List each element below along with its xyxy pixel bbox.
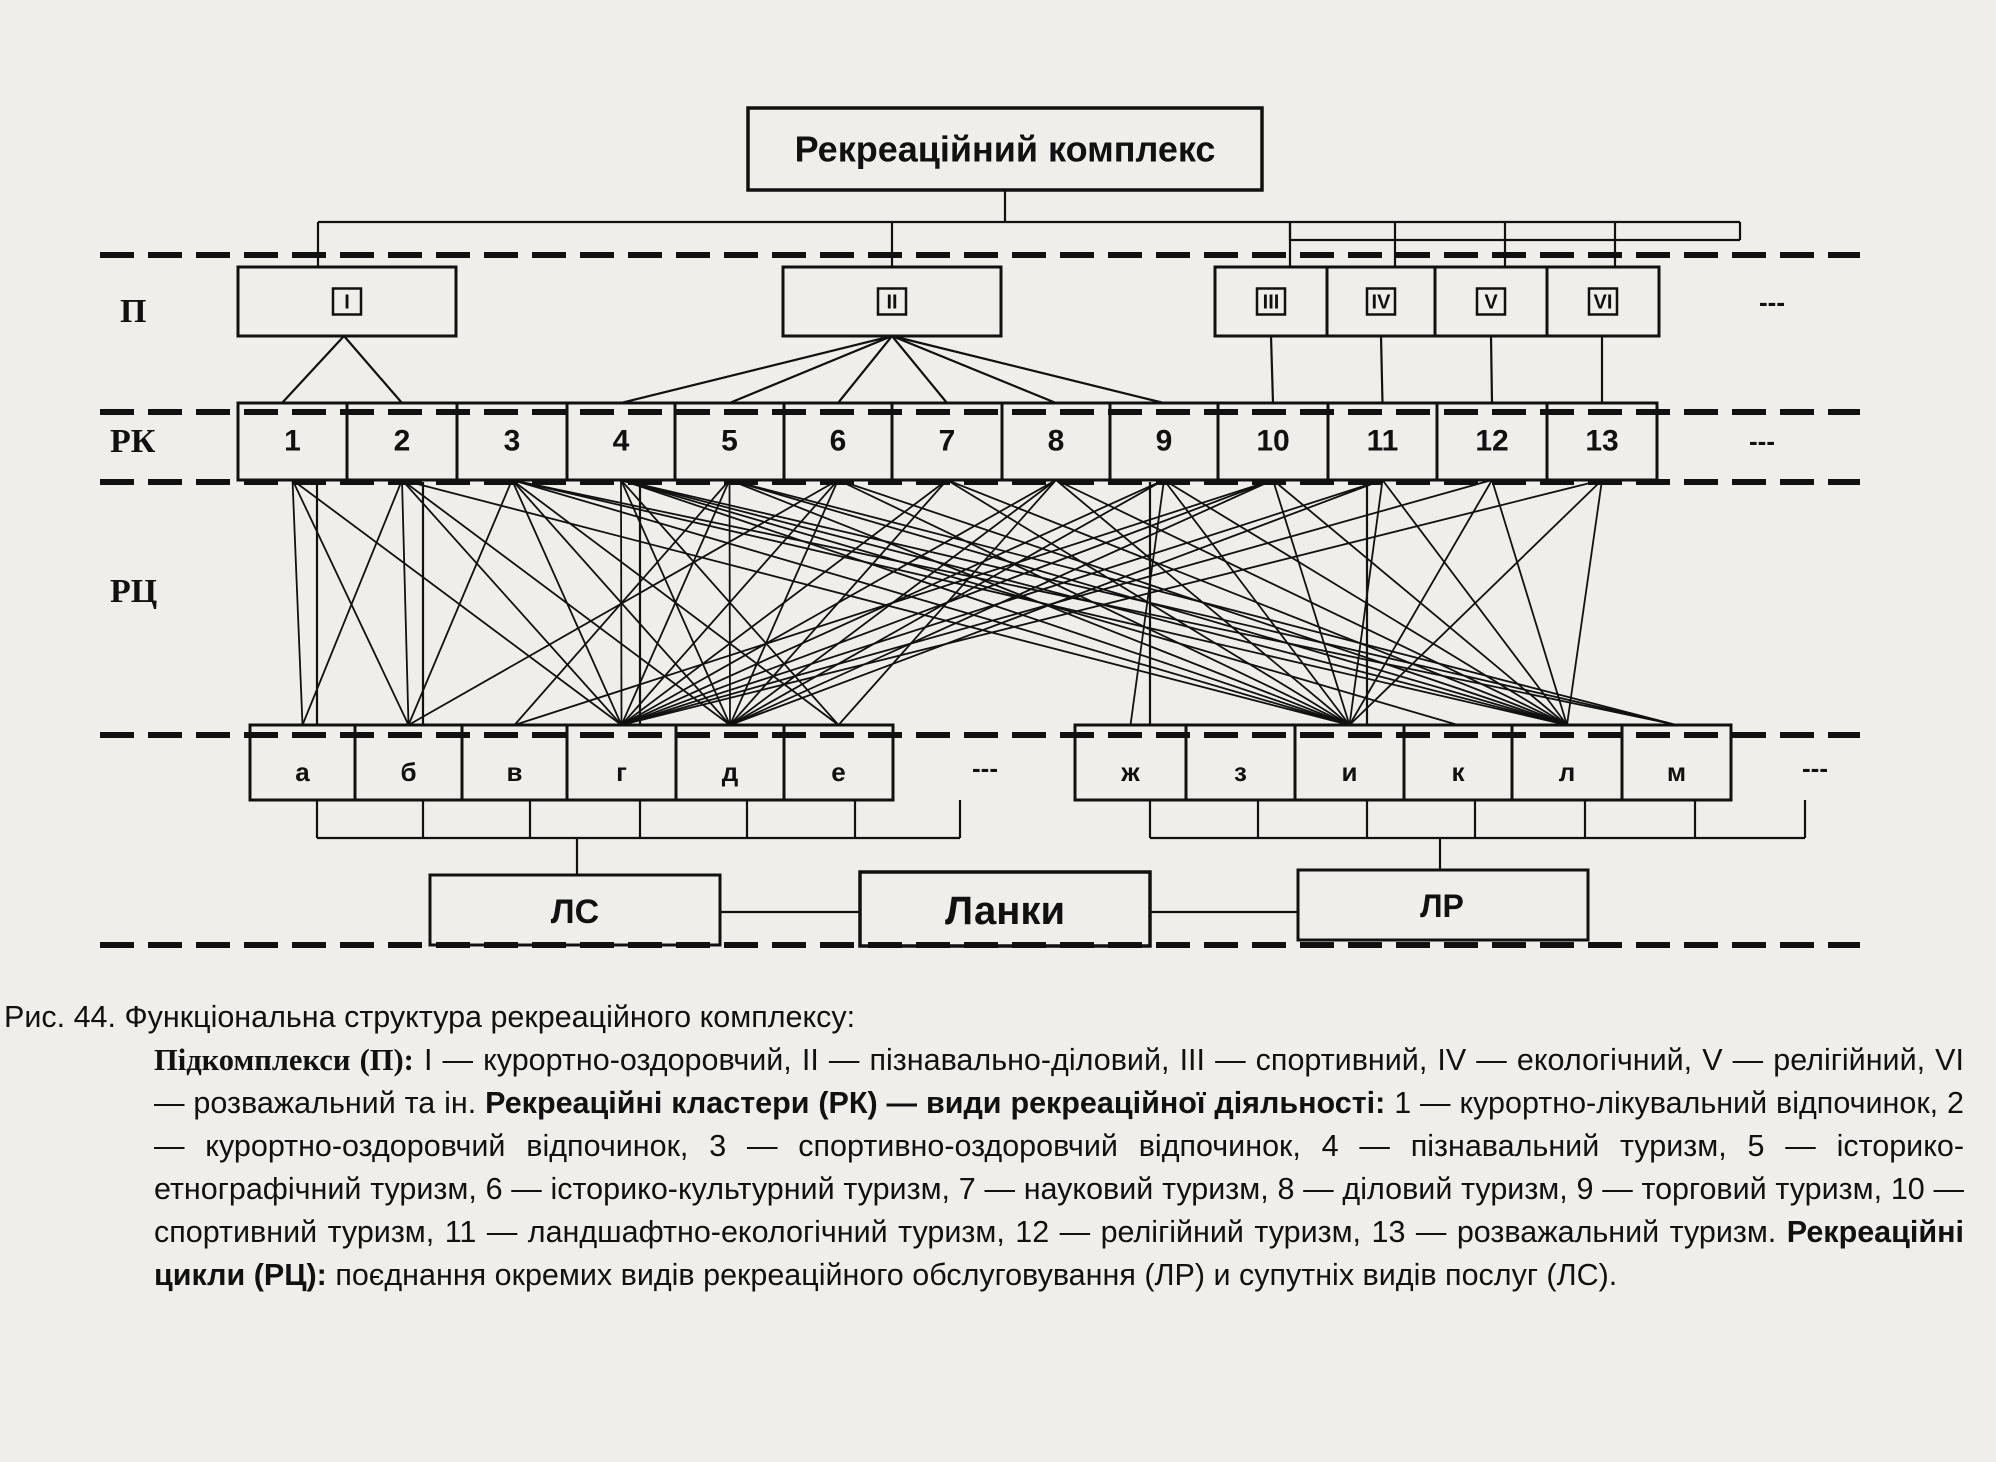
caption-title: Функціональна структура рекреаційного комплексу: [124,1000,856,1034]
rk10-to-y [1273,480,1350,725]
row-label-rc: РЦ [110,573,158,610]
labels [110,129,1828,934]
cycle-lr-label-3: и [1341,757,1358,787]
caption-fig-number: Рис. 44. [4,1000,116,1034]
cluster-label-1: 1 [284,424,301,458]
rk6-to-y [838,480,1350,725]
rk6-to-b [409,480,839,725]
p1-to-2 [344,336,402,403]
link-center-label: Ланки [944,889,1066,933]
cluster-label-5: 5 [721,424,738,458]
cycle-lr-label-1: ж [1121,757,1140,787]
rk2-to-b [402,480,409,725]
caption-p-head: Підкомплекси (П): [154,1043,414,1077]
caption-rc-text: поєднання окремих видів рекреаційного обслуговування (ЛР) и супутніх видів послуг (ЛС). [335,1258,1618,1292]
cluster-label-2: 2 [393,424,411,458]
rk12-to-g [622,480,1493,725]
caption-rc-head: Рекреаційні цикли (РЦ): [154,1215,1965,1292]
cluster-label-7: 7 [938,424,956,458]
subcomplex-label-6: VI [1593,291,1613,314]
cluster-label-8: 8 [1047,424,1065,458]
rk7-to-y [947,480,1350,725]
rk1-to-b [293,480,409,725]
cluster-ellipsis: --- [1749,426,1775,456]
pvert-to-12 [1491,336,1492,403]
subcomplex-label-1: I [344,291,350,314]
row-label-p: П [120,293,147,330]
rk9-to-zh [1131,480,1165,725]
link-lr-label: ЛР [1420,888,1464,924]
p2-to-9 [892,336,1164,403]
subcomplex-ellipsis: --- [1759,287,1785,317]
cluster-label-3: 3 [503,424,521,458]
rk1-to-g [293,480,622,725]
rk12-to-y [1350,480,1493,725]
p1-to-1 [282,336,344,403]
link-ls-label: ЛС [550,893,600,931]
cycle-ls-label-4: г [616,757,627,787]
cycle-ls-ellipsis: --- [972,753,998,783]
cluster-label-9: 9 [1155,424,1173,458]
rk13-to-l [1567,480,1602,725]
cluster-label-12: 12 [1475,424,1509,458]
caption-body [4,1039,1964,1297]
cycle-lr-label-2: з [1234,757,1247,787]
caption-title-line [4,996,1964,1039]
cycle-ls-label-5: д [721,757,739,787]
cluster-label-11: 11 [1366,424,1399,458]
rk2-to-y [402,480,1350,725]
recreational-complex-title: Рекреаційний комплекс [794,128,1216,170]
cycle-lr-label-5: л [1558,757,1576,787]
caption-rk-text: 1 — курортно-лікувальний відпочинок, 2 — курортно-оздоровчий відпочинок, 3 — спортивно-оздоровчий відпочинок, 4 — пізнавальний туризм, 5 — історико-етнографічний туризм, 6 — історико-культурний туризм, 7 — науковий туризм, 8 — діловий туризм, 9 — торговий туризм, 10 — спортивний туризм, 11 — ландшафтно-екологічний туризм, 12 — релігійний туризм, 13 — розважальний туризм. [154,1086,1965,1249]
pvert-to-11 [1381,336,1383,403]
caption-p-text: I — курортно-оздоровчий, II — пізнавально-діловий, III — спортивний, IV — екологічний, V — релігійний, VI — розважальний та ін. [154,1043,1964,1120]
subcomplex-label-2: II [886,291,898,314]
cycle-lr-ellipsis: --- [1802,753,1828,783]
connector-lines [282,190,1805,912]
figure-caption [4,996,1964,1297]
subcomplex-label-3: III [1262,291,1280,314]
cluster-label-6: 6 [829,424,847,458]
cycle-ls-label-2: б [400,757,417,787]
cycle-ls-label-1: а [295,757,310,787]
cluster-label-13: 13 [1585,424,1619,458]
cluster-label-10: 10 [1256,424,1290,458]
subcomplex-label-5: V [1484,291,1498,314]
rk2-to-g [402,480,622,725]
rk1-to-a [293,480,303,725]
cycle-ls-label-3: в [506,757,523,787]
caption-rk-head: Рекреаційні кластери (РК) — види рекреаційної діяльності: [485,1086,1386,1120]
row-label-rk: РК [110,423,156,460]
cluster-label-4: 4 [612,424,630,458]
cycle-ls-label-6: е [831,757,846,787]
rk8-to-y [1056,480,1350,725]
cycle-lr-label-6: м [1666,757,1687,787]
pvert-to-10 [1271,336,1273,403]
rk3-to-g [512,480,622,725]
rk11-to-g [622,480,1383,725]
subcomplex-label-4: IV [1371,291,1391,314]
cycle-lr-label-4: к [1451,757,1465,787]
